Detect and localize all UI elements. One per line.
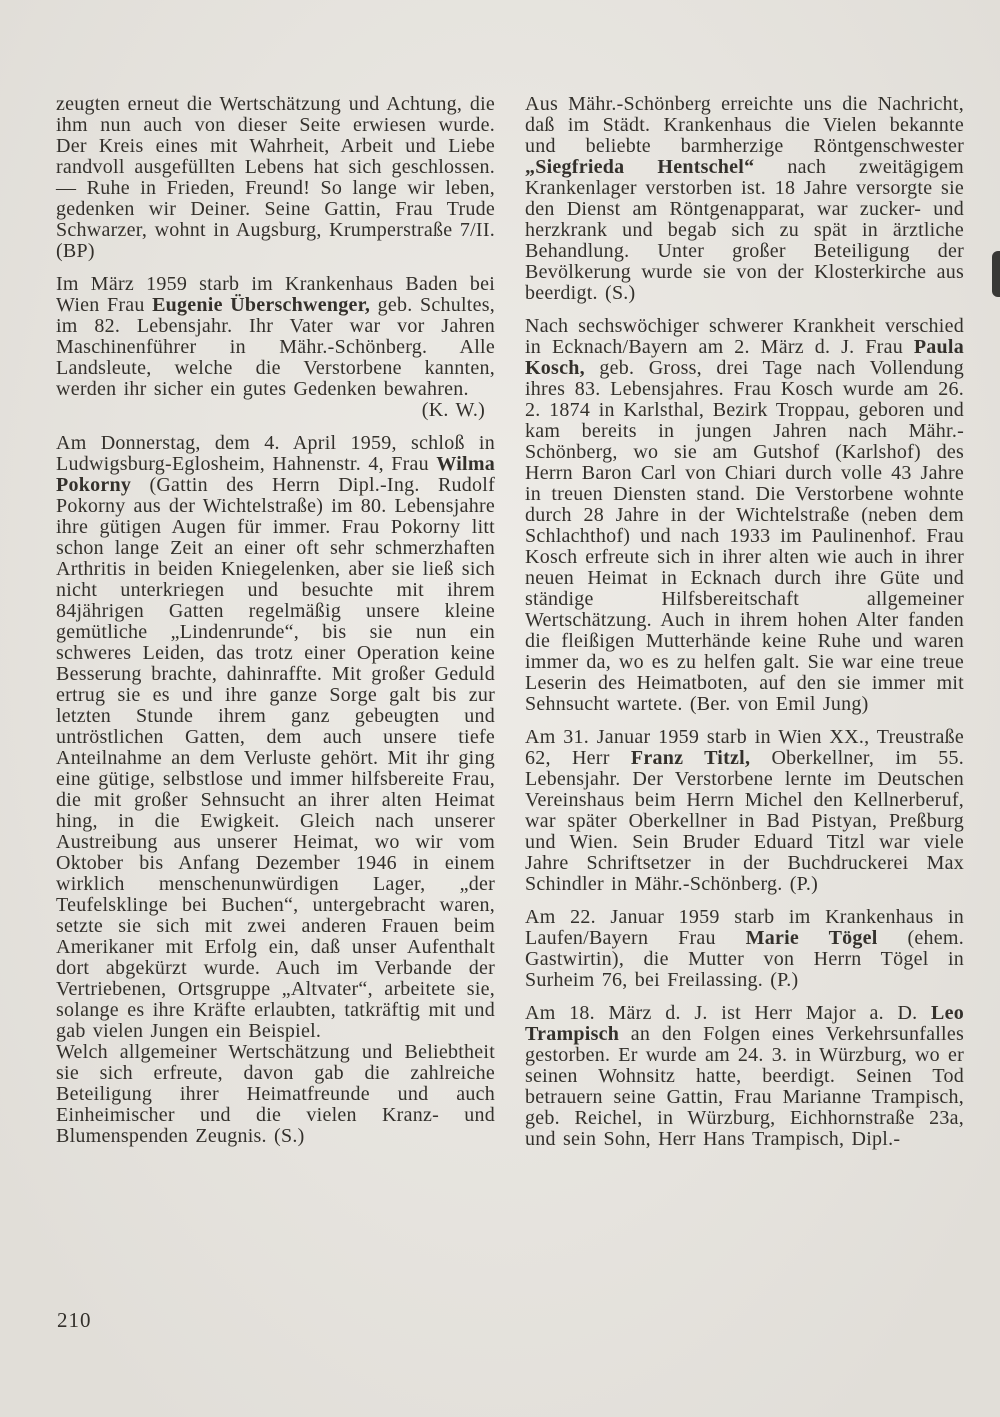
deceased-name-bold: „Siegfrieda Hentschel“ <box>525 156 755 178</box>
obituary-titzl <box>525 727 964 895</box>
body-text: Oberkellner, im 55. Lebensjahr. Der Verstorbene lernte im Deutschen Vereinshaus beim Herrn Michel den Kellnerberuf, war später Oberkellner in Bad Pistyan, Preßburg und Wien. Sein Bruder Eduard Titzl war viele Jahre Schriftsetzer in der Buchdruckerei Max Schindler in Mähr.-Schönberg. (P.) <box>525 747 964 895</box>
body-text: Welch allgemeiner Wertschätzung und Beliebtheit sie sich erfreute, davon gab die zahlreiche Beteiligung ihrer Heimatfreunde und auch Einheimischer und die vielen Kranz- und Blumenspenden Zeugnis. (S.) <box>56 1041 495 1147</box>
deceased-name-bold: Wilma Pokorny <box>56 453 495 496</box>
deceased-name-bold: Eugenie Überschwenger, <box>152 294 371 316</box>
body-text: Im März 1959 starb im Krankenhaus Baden bei Wien Frau <box>56 273 495 316</box>
obituary-toegel <box>525 907 964 991</box>
body-text: Am Donnerstag, dem 4. April 1959, schloß in Ludwigsburg-Eglosheim, Hahnenstr. 4, Frau <box>56 432 495 475</box>
obituary-trampisch <box>525 1003 964 1150</box>
body-text: Am 18. März d. J. ist Herr Major a. D. <box>525 1002 932 1024</box>
obituary-schwarzer-continued <box>56 94 495 262</box>
signature-kw <box>56 400 495 421</box>
left-column <box>56 94 495 1147</box>
body-text: Am 22. Januar 1959 starb im Krankenhaus in Laufen/Bayern Frau <box>525 906 964 949</box>
obituary-pokorny <box>56 433 495 1042</box>
right-column <box>525 94 964 1150</box>
body-text: (Gattin des Herrn Dipl.-Ing. Rudolf Pokorny aus der Wichtelstraße) im 80. Lebensjahre ihre gütigen Augen für immer. Frau Pokorny litt schon lange Zeit an einer oft sehr schmerzhaften Arthritis in beiden Kniegelenken, aber sie ließ sich nicht unterkriegen und besuchte mit ihrem 84jährigen Gatten regelmäßig unsere kleine gemütliche „Lindenrunde“, bis sie nun ein schweres Leiden, das trotz einer Operation keine Besserung brachte, dahinraffte. Mit großer Geduld ertrug sie es und ihre ganze Sorge galt bis zur letzten Stunde ihrem ganz gebeugten und untröstlichen Gatten, dem auch unsere tiefe Anteilnahme an dem Verluste gehört. Mit ihr ging eine gütige, selbstlose und immer hilfsbereite Frau, die mit großer Sehnsucht an ihrer alten Heimat hing, in die Ewigkeit. Gleich nach unserer Austreibung aus unserer Heimat, wo wir vom Oktober bis Anfang Dezember 1946 in einem wirklich menschenunwürdigen Lager, „der Teufelsklinge bei Buchen“, untergebracht waren, setzte sie sich mit zwei anderen Frauen beim Amerikaner mit Erfolg ein, daß unser Aufenthalt dort abgekürzt wurde. Auch im Verbande der Vertriebenen, Ortsgruppe „Altvater“, arbeitete sie, solange es ihre Kräfte erlaubten, tatkräftig mit und gab vielen Jungen ein Beispiel. <box>56 474 495 1042</box>
obituary-pokorny-closing <box>56 1042 495 1147</box>
page-number: 210 <box>57 1308 92 1332</box>
deceased-name-bold: Leo Trampisch <box>525 1002 964 1045</box>
body-text: Aus Mähr.-Schönberg erreichte uns die Nachricht, daß im Städt. Krankenhaus die Vielen bekannte und beliebte barmherzige Röntgenschwester <box>525 93 964 157</box>
text-columns <box>56 94 964 1150</box>
obituary-kosch <box>525 316 964 715</box>
scan-artifact <box>992 251 1000 297</box>
body-text: geb. Schultes, im 82. Lebensjahr. Ihr Vater war vor Jahren Maschinenführer in Mähr.-Schönberg. Alle Landsleute, welche die Verstorbene kannten, werden ihr sicher ein gutes Gedenken bewahren. <box>56 294 495 400</box>
deceased-name-bold: Marie Tögel <box>745 927 878 949</box>
deceased-name-bold: Paula Kosch, <box>525 336 964 379</box>
body-text: an den Folgen eines Verkehrsunfalles gestorben. Er wurde am 24. 3. in Würzburg, wo er seinen Wohnsitz hatte, beerdigt. Seinen Tod betrauern seine Gattin, Frau Marianne Trampisch, geb. Reichel, in Würzburg, Eichhornstraße 23a, und sein Sohn, Herr Hans Trampisch, Dipl.- <box>525 1023 964 1150</box>
obituary-hentschel <box>525 94 964 304</box>
body-text: geb. Gross, drei Tage nach Vollendung ihres 83. Lebensjahres. Frau Kosch wurde am 26. 2. 1874 in Karlsthal, Bezirk Troppau, geboren und kam bereits in jungen Jahren nach Mähr.-Schönberg, wo sie am Gutshof (Karlshof) des Herrn Baron Carl von Chiari durch volle 43 Jahre in treuen Diensten stand. Die Verstorbene wohnte durch 28 Jahre in der Wichtelstraße (neben dem Schlachthof) und nach 1933 im Paulinenhof. Frau Kosch erfreute sich in ihrer alten wie auch in ihrer neuen Heimat in Ecknach durch ihre Güte und ständige Hilfsbereitschaft allgemeiner Wertschätzung. Auch in ihrem hohen Alter fanden die fleißigen Mutterhände keine Ruhe und waren immer da, wo es zu helfen galt. Sie war eine treue Leserin des Heimatboten, auf den sie immer mit Sehnsucht wartete. (Ber. von Emil Jung) <box>525 357 964 715</box>
obituary-ueberschwenger <box>56 274 495 400</box>
body-text: zeugten erneut die Wertschätzung und Achtung, die ihm nun auch von dieser Seite erwiesen wurde. Der Kreis eines mit Wahrheit, Arbeit und Liebe randvoll ausgefüllten Lebens hat sich geschlossen. — Ruhe in Frieden, Freund! So lange wir leben, gedenken wir Deiner. Seine Gattin, Frau Trude Schwarzer, wohnt in Augsburg, Krumperstraße 7/II. (BP) <box>56 93 495 262</box>
deceased-name-bold: Franz Titzl, <box>630 747 751 769</box>
body-text: nach zweitägigem Krankenlager verstorben ist. 18 Jahre versorgte sie den Dienst am Röntgenapparat, war zucker- und herzkrank und begab sich zu spät in ärztliche Behandlung. Unter großer Beteiligung der Bevölkerung wurde sie von der Klosterkirche aus beerdigt. (S.) <box>525 156 964 304</box>
body-text: (K. W.) <box>421 399 485 421</box>
body-text: (ehem. Gastwirtin), die Mutter von Herrn Tögel in Surheim 76, bei Freilassing. (P.) <box>525 927 964 991</box>
body-text: Am 31. Januar 1959 starb in Wien XX., Treustraße 62, Herr <box>525 726 964 769</box>
body-text: Nach sechswöchiger schwerer Krankheit verschied in Ecknach/Bayern am 2. März d. J. Frau <box>525 315 964 358</box>
